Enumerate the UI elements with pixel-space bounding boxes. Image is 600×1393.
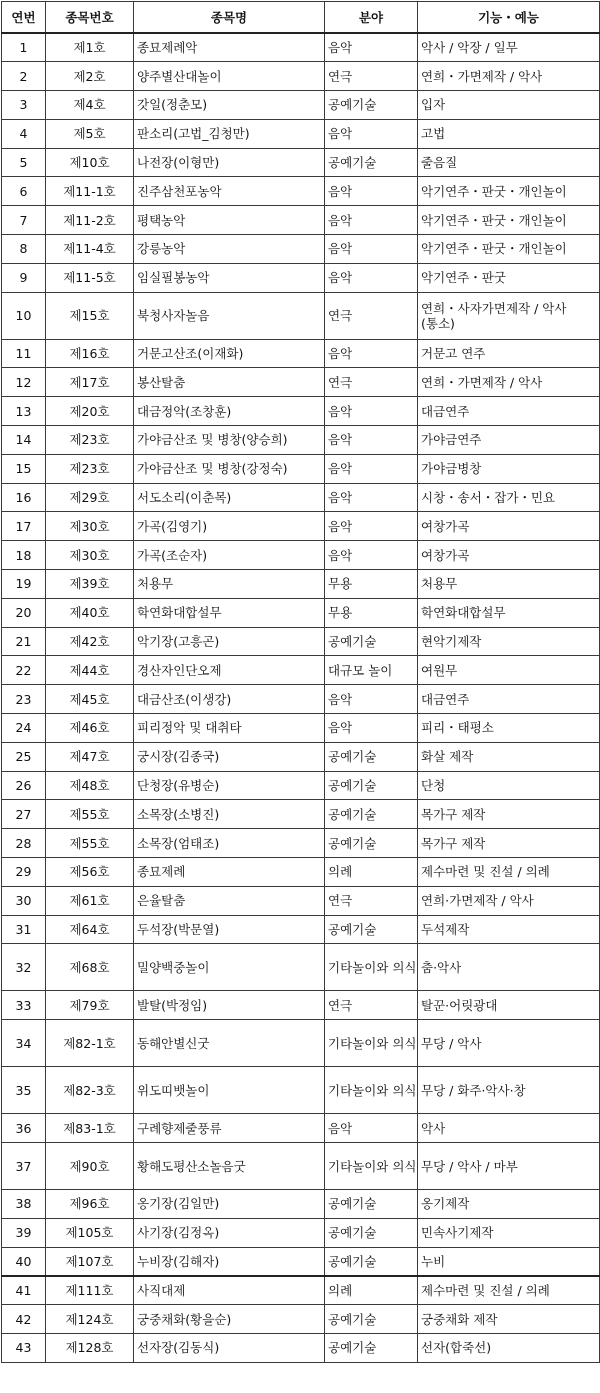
table-row — [2, 512, 600, 541]
cell-name: 나전장(이형만) — [134, 148, 325, 177]
table-row — [2, 685, 600, 714]
cell-number: 제82-3호 — [46, 1067, 134, 1114]
cell-field: 기타놀이와 의식 — [325, 1067, 418, 1114]
cell-field: 음악 — [325, 454, 418, 483]
cell-name: 궁시장(김종국) — [134, 742, 325, 771]
cell-number: 제23호 — [46, 454, 134, 483]
cell-field: 음악 — [325, 33, 418, 62]
cell-number: 제16호 — [46, 339, 134, 368]
cell-field: 음악 — [325, 685, 418, 714]
table-body — [2, 33, 600, 1362]
cell-field: 의례 — [325, 858, 418, 887]
cell-number: 제96호 — [46, 1190, 134, 1219]
cell-name: 가야금산조 및 병창(강정숙) — [134, 454, 325, 483]
header-row — [2, 2, 600, 34]
cell-function: 무당 / 악사 / 마부 — [418, 1143, 600, 1190]
table-row — [2, 33, 600, 62]
table-row — [2, 915, 600, 944]
cell-no: 36 — [2, 1114, 46, 1143]
cell-function: 연희·가면제작 / 악사 — [418, 886, 600, 915]
heritage-list-table — [1, 1, 600, 1363]
cell-field: 의례 — [325, 1276, 418, 1305]
cell-function: 피리・태평소 — [418, 714, 600, 743]
table-row — [2, 483, 600, 512]
cell-field: 무용 — [325, 570, 418, 599]
table-row — [2, 1067, 600, 1114]
cell-name: 거문고산조(이재화) — [134, 339, 325, 368]
cell-function: 궁중채화 제작 — [418, 1305, 600, 1334]
cell-no: 14 — [2, 426, 46, 455]
cell-no: 27 — [2, 800, 46, 829]
cell-field: 공예기술 — [325, 771, 418, 800]
cell-function: 탈꾼·어릿광대 — [418, 991, 600, 1020]
cell-field: 음악 — [325, 206, 418, 235]
cell-field: 연극 — [325, 62, 418, 91]
cell-name: 발탈(박정임) — [134, 991, 325, 1020]
table-row — [2, 1247, 600, 1276]
cell-function: 제수마련 및 진설 / 의례 — [418, 858, 600, 887]
cell-field: 음악 — [325, 119, 418, 148]
table-row — [2, 177, 600, 206]
cell-field: 음악 — [325, 339, 418, 368]
cell-name: 강릉농악 — [134, 235, 325, 264]
cell-no: 39 — [2, 1218, 46, 1247]
cell-function: 무당 / 화주·악사·창 — [418, 1067, 600, 1114]
cell-number: 제30호 — [46, 512, 134, 541]
cell-no: 11 — [2, 339, 46, 368]
table-row — [2, 627, 600, 656]
cell-number: 제5호 — [46, 119, 134, 148]
cell-field: 연극 — [325, 991, 418, 1020]
cell-number: 제45호 — [46, 685, 134, 714]
cell-field: 연극 — [325, 292, 418, 339]
cell-no: 20 — [2, 598, 46, 627]
table-row — [2, 991, 600, 1020]
cell-no: 4 — [2, 119, 46, 148]
cell-no: 32 — [2, 944, 46, 991]
table-row — [2, 119, 600, 148]
cell-name: 단청장(유병순) — [134, 771, 325, 800]
table-row — [2, 397, 600, 426]
table-row — [2, 148, 600, 177]
cell-no: 42 — [2, 1305, 46, 1334]
cell-name: 서도소리(이춘목) — [134, 483, 325, 512]
cell-field: 공예기술 — [325, 915, 418, 944]
cell-no: 22 — [2, 656, 46, 685]
cell-name: 위도띠뱃놀이 — [134, 1067, 325, 1114]
cell-number: 제11-5호 — [46, 263, 134, 292]
cell-number: 제79호 — [46, 991, 134, 1020]
cell-name: 구례향제줄풍류 — [134, 1114, 325, 1143]
cell-name: 평택농악 — [134, 206, 325, 235]
cell-no: 15 — [2, 454, 46, 483]
table-row — [2, 598, 600, 627]
cell-name: 가곡(조순자) — [134, 541, 325, 570]
cell-field: 기타놀이와 의식 — [325, 944, 418, 991]
cell-function: 옹기제작 — [418, 1190, 600, 1219]
table-row — [2, 91, 600, 120]
table-row — [2, 454, 600, 483]
cell-number: 제11-1호 — [46, 177, 134, 206]
cell-number: 제1호 — [46, 33, 134, 62]
cell-function: 제수마련 및 진설 / 의례 — [418, 1276, 600, 1305]
cell-number: 제83-1호 — [46, 1114, 134, 1143]
cell-function: 연희・가면제작 / 악사 — [418, 62, 600, 91]
cell-number: 제105호 — [46, 1218, 134, 1247]
cell-name: 소목장(엄태조) — [134, 829, 325, 858]
cell-function: 시창・송서・잡가・민요 — [418, 483, 600, 512]
cell-field: 공예기술 — [325, 742, 418, 771]
cell-name: 사기장(김정옥) — [134, 1218, 325, 1247]
cell-field: 음악 — [325, 263, 418, 292]
cell-function: 악사 — [418, 1114, 600, 1143]
cell-no: 9 — [2, 263, 46, 292]
cell-field: 음악 — [325, 177, 418, 206]
cell-no: 1 — [2, 33, 46, 62]
cell-number: 제20호 — [46, 397, 134, 426]
cell-no: 30 — [2, 886, 46, 915]
cell-name: 종묘제례 — [134, 858, 325, 887]
table-row — [2, 1143, 600, 1190]
cell-field: 공예기술 — [325, 1305, 418, 1334]
cell-function: 거문고 연주 — [418, 339, 600, 368]
cell-name: 양주별산대놀이 — [134, 62, 325, 91]
cell-field: 음악 — [325, 1114, 418, 1143]
cell-no: 41 — [2, 1276, 46, 1305]
cell-field: 공예기술 — [325, 627, 418, 656]
table-row — [2, 1305, 600, 1334]
table-row — [2, 829, 600, 858]
cell-field: 음악 — [325, 714, 418, 743]
cell-number: 제47호 — [46, 742, 134, 771]
cell-number: 제48호 — [46, 771, 134, 800]
cell-name: 옹기장(김일만) — [134, 1190, 325, 1219]
table-row — [2, 339, 600, 368]
cell-function: 대금연주 — [418, 397, 600, 426]
cell-no: 21 — [2, 627, 46, 656]
table-row — [2, 1276, 600, 1305]
cell-name: 악기장(고흥곤) — [134, 627, 325, 656]
cell-no: 2 — [2, 62, 46, 91]
cell-function: 무당 / 악사 — [418, 1020, 600, 1067]
cell-number: 제30호 — [46, 541, 134, 570]
cell-function: 여창가곡 — [418, 512, 600, 541]
cell-field: 대규모 놀이 — [325, 656, 418, 685]
cell-no: 25 — [2, 742, 46, 771]
cell-number: 제10호 — [46, 148, 134, 177]
cell-function: 여원무 — [418, 656, 600, 685]
table-row — [2, 858, 600, 887]
cell-field: 무용 — [325, 598, 418, 627]
cell-function: 고법 — [418, 119, 600, 148]
cell-no: 6 — [2, 177, 46, 206]
cell-number: 제124호 — [46, 1305, 134, 1334]
cell-function: 단청 — [418, 771, 600, 800]
header-cell-name: 종목명 — [134, 2, 325, 34]
cell-no: 29 — [2, 858, 46, 887]
cell-function: 악기연주・판굿・개인놀이 — [418, 206, 600, 235]
cell-function: 처용무 — [418, 570, 600, 599]
cell-function: 줄음질 — [418, 148, 600, 177]
header-cell-field: 분야 — [325, 2, 418, 34]
cell-no: 23 — [2, 685, 46, 714]
cell-name: 가야금산조 및 병창(양승희) — [134, 426, 325, 455]
table-row — [2, 426, 600, 455]
cell-number: 제56호 — [46, 858, 134, 887]
cell-number: 제107호 — [46, 1247, 134, 1276]
cell-number: 제23호 — [46, 426, 134, 455]
cell-field: 기타놀이와 의식 — [325, 1143, 418, 1190]
table-row — [2, 235, 600, 264]
cell-number: 제11-4호 — [46, 235, 134, 264]
cell-no: 3 — [2, 91, 46, 120]
cell-field: 음악 — [325, 426, 418, 455]
cell-function: 누비 — [418, 1247, 600, 1276]
cell-no: 33 — [2, 991, 46, 1020]
table-row — [2, 570, 600, 599]
table-row — [2, 1333, 600, 1362]
cell-name: 가곡(김영기) — [134, 512, 325, 541]
cell-number: 제55호 — [46, 800, 134, 829]
cell-no: 43 — [2, 1333, 46, 1362]
cell-number: 제90호 — [46, 1143, 134, 1190]
table-row — [2, 541, 600, 570]
cell-function: 악기연주・판굿 — [418, 263, 600, 292]
cell-name: 사직대제 — [134, 1276, 325, 1305]
cell-no: 12 — [2, 368, 46, 397]
cell-number: 제46호 — [46, 714, 134, 743]
cell-number: 제111호 — [46, 1276, 134, 1305]
cell-function: 현악기제작 — [418, 627, 600, 656]
cell-number: 제42호 — [46, 627, 134, 656]
cell-field: 음악 — [325, 512, 418, 541]
cell-field: 음악 — [325, 397, 418, 426]
cell-function: 악기연주・판굿・개인놀이 — [418, 177, 600, 206]
cell-name: 임실필봉농악 — [134, 263, 325, 292]
table-row — [2, 206, 600, 235]
cell-name: 피리정악 및 대취타 — [134, 714, 325, 743]
cell-name: 은율탈춤 — [134, 886, 325, 915]
cell-name: 대금산조(이생강) — [134, 685, 325, 714]
cell-function: 입자 — [418, 91, 600, 120]
cell-field: 공예기술 — [325, 1333, 418, 1362]
table-row — [2, 1020, 600, 1067]
cell-number: 제44호 — [46, 656, 134, 685]
cell-number: 제61호 — [46, 886, 134, 915]
table-row — [2, 800, 600, 829]
cell-function: 화살 제작 — [418, 742, 600, 771]
cell-number: 제128호 — [46, 1333, 134, 1362]
header-cell-number: 종목번호 — [46, 2, 134, 34]
table-row — [2, 742, 600, 771]
cell-name: 황해도평산소놀음굿 — [134, 1143, 325, 1190]
header-cell-function: 기능・예능 — [418, 2, 600, 34]
cell-name: 종묘제례악 — [134, 33, 325, 62]
cell-no: 7 — [2, 206, 46, 235]
cell-function: 선자(합죽선) — [418, 1333, 600, 1362]
cell-field: 공예기술 — [325, 1218, 418, 1247]
cell-field: 음악 — [325, 483, 418, 512]
cell-name: 진주삼천포농악 — [134, 177, 325, 206]
table-row — [2, 771, 600, 800]
cell-name: 선자장(김동식) — [134, 1333, 325, 1362]
cell-no: 17 — [2, 512, 46, 541]
cell-name: 누비장(김해자) — [134, 1247, 325, 1276]
cell-number: 제15호 — [46, 292, 134, 339]
cell-no: 5 — [2, 148, 46, 177]
cell-no: 28 — [2, 829, 46, 858]
cell-no: 37 — [2, 1143, 46, 1190]
cell-name: 북청사자놀음 — [134, 292, 325, 339]
cell-name: 판소리(고법_김청만) — [134, 119, 325, 148]
table-row — [2, 292, 600, 339]
cell-number: 제64호 — [46, 915, 134, 944]
cell-name: 경산자인단오제 — [134, 656, 325, 685]
cell-name: 봉산탈춤 — [134, 368, 325, 397]
cell-number: 제11-2호 — [46, 206, 134, 235]
cell-no: 26 — [2, 771, 46, 800]
cell-name: 학연화대합설무 — [134, 598, 325, 627]
cell-number: 제17호 — [46, 368, 134, 397]
table-row — [2, 263, 600, 292]
cell-field: 공예기술 — [325, 1247, 418, 1276]
cell-function: 춤·악사 — [418, 944, 600, 991]
cell-number: 제68호 — [46, 944, 134, 991]
cell-field: 연극 — [325, 368, 418, 397]
cell-name: 궁중채화(황을순) — [134, 1305, 325, 1334]
cell-function: 가야금병창 — [418, 454, 600, 483]
cell-function: 가야금연주 — [418, 426, 600, 455]
cell-number: 제40호 — [46, 598, 134, 627]
cell-field: 공예기술 — [325, 829, 418, 858]
cell-function: 민속사기제작 — [418, 1218, 600, 1247]
cell-function: 목가구 제작 — [418, 829, 600, 858]
cell-function: 연희・가면제작 / 악사 — [418, 368, 600, 397]
cell-no: 10 — [2, 292, 46, 339]
cell-no: 24 — [2, 714, 46, 743]
table-row — [2, 368, 600, 397]
cell-number: 제39호 — [46, 570, 134, 599]
cell-no: 13 — [2, 397, 46, 426]
cell-function: 목가구 제작 — [418, 800, 600, 829]
cell-no: 35 — [2, 1067, 46, 1114]
cell-no: 31 — [2, 915, 46, 944]
cell-name: 처용무 — [134, 570, 325, 599]
cell-name: 대금정악(조창훈) — [134, 397, 325, 426]
cell-no: 38 — [2, 1190, 46, 1219]
cell-field: 연극 — [325, 886, 418, 915]
table-row — [2, 656, 600, 685]
cell-field: 기타놀이와 의식 — [325, 1020, 418, 1067]
cell-name: 밀양백중놀이 — [134, 944, 325, 991]
cell-no: 16 — [2, 483, 46, 512]
header-cell-no: 연번 — [2, 2, 46, 34]
table-row — [2, 62, 600, 91]
cell-name: 동해안별신굿 — [134, 1020, 325, 1067]
table-row — [2, 1114, 600, 1143]
cell-function: 대금연주 — [418, 685, 600, 714]
table-row — [2, 714, 600, 743]
table-row — [2, 886, 600, 915]
cell-number: 제82-1호 — [46, 1020, 134, 1067]
cell-function: 악기연주・판굿・개인놀이 — [418, 235, 600, 264]
cell-field: 음악 — [325, 541, 418, 570]
cell-number: 제2호 — [46, 62, 134, 91]
cell-number: 제55호 — [46, 829, 134, 858]
table-row — [2, 1190, 600, 1219]
cell-field: 공예기술 — [325, 148, 418, 177]
cell-field: 음악 — [325, 235, 418, 264]
cell-function: 악사 / 악장 / 일무 — [418, 33, 600, 62]
cell-no: 18 — [2, 541, 46, 570]
cell-name: 갓일(정춘모) — [134, 91, 325, 120]
cell-function: 연희・사자가면제작 / 악사(통소) — [418, 292, 600, 339]
cell-no: 40 — [2, 1247, 46, 1276]
cell-function: 여창가곡 — [418, 541, 600, 570]
cell-number: 제4호 — [46, 91, 134, 120]
cell-number: 제29호 — [46, 483, 134, 512]
cell-field: 공예기술 — [325, 1190, 418, 1219]
cell-no: 8 — [2, 235, 46, 264]
cell-function: 두석제작 — [418, 915, 600, 944]
cell-name: 소목장(소병진) — [134, 800, 325, 829]
cell-no: 34 — [2, 1020, 46, 1067]
cell-function: 학연화대합설무 — [418, 598, 600, 627]
cell-field: 공예기술 — [325, 91, 418, 120]
cell-name: 두석장(박문열) — [134, 915, 325, 944]
table-row — [2, 944, 600, 991]
cell-field: 공예기술 — [325, 800, 418, 829]
cell-no: 19 — [2, 570, 46, 599]
table-row — [2, 1218, 600, 1247]
